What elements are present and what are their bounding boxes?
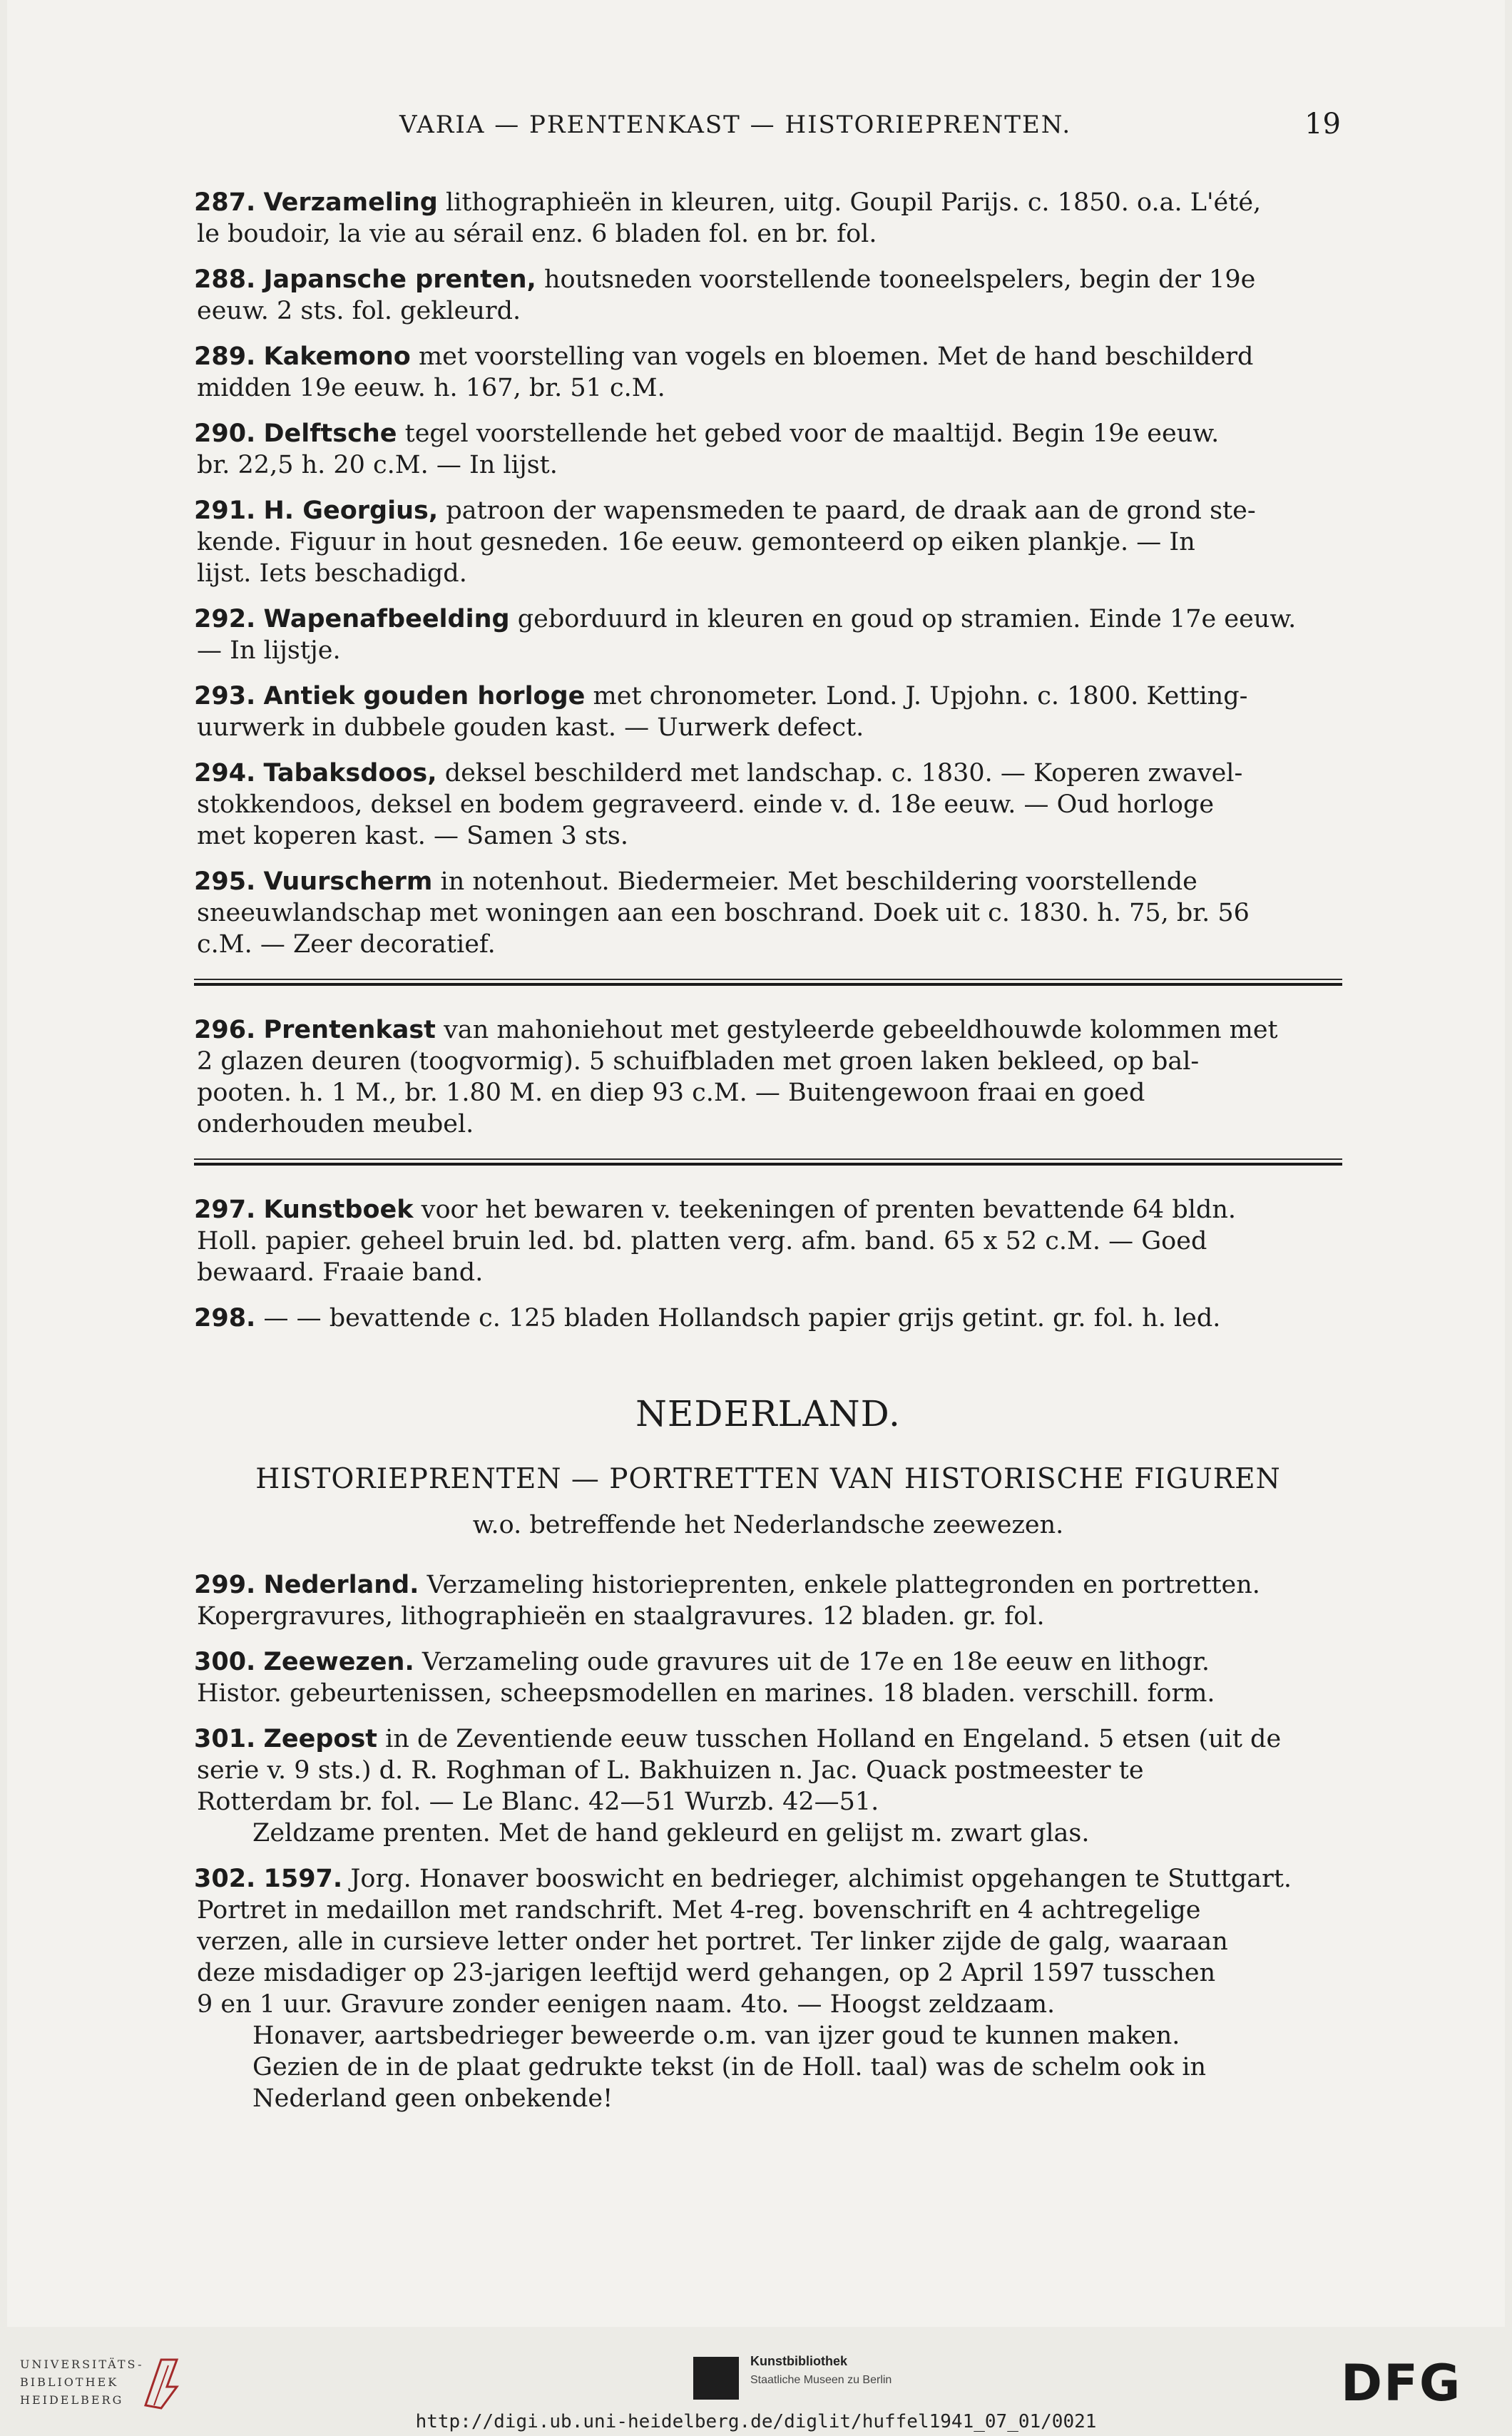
university-seal-icon <box>140 2355 183 2411</box>
university-library-name: UNIVERSITÄTS- BIBLIOTHEK HEIDELBERG <box>20 2358 144 2407</box>
catalog-entry <box>194 418 1342 481</box>
entry-number: 300. <box>194 1648 256 1676</box>
section-heading: NEDERLAND. <box>635 1393 901 1434</box>
entry-title: Nederland. <box>263 1571 419 1599</box>
entry-text: in de Zeventiende eeuw tusschen Holland en Engeland. 5 etsen (uit de <box>385 1725 1282 1753</box>
catalog-entry <box>194 264 1342 327</box>
catalog-entry <box>194 866 1342 960</box>
entry-text: van mahoniehout met gestyleerde gebeeldhouwde kolommen met <box>444 1016 1278 1044</box>
entry-title: Vuurscherm <box>263 867 433 896</box>
entry-text-line: — In lijstje. <box>197 636 341 665</box>
entry-text: — — bevattende c. 125 bladen Hollandsch papier grijs getint. gr. fol. h. led. <box>263 1304 1221 1332</box>
entry-number: 289. <box>194 342 256 371</box>
entry-text: tegel voorstellende het gebed voor de maaltijd. Begin 19e eeuw. <box>404 419 1220 448</box>
entry-title: Zeepost <box>263 1725 378 1753</box>
catalog-entry <box>194 603 1342 666</box>
catalog-page <box>7 0 1505 2327</box>
entry-number: 295. <box>194 867 256 896</box>
entry-text: lithographieën in kleuren, uitg. Goupil Parijs. c. 1850. o.a. L'été, <box>445 188 1262 217</box>
entry-title: Kakemono <box>263 342 411 371</box>
catalog-entry <box>194 1194 1342 1288</box>
catalog-entry <box>194 758 1342 852</box>
dfg-logo[interactable]: DFG <box>1341 2354 1462 2412</box>
entry-number: 302. <box>194 1865 256 1893</box>
entry-text-line: midden 19e eeuw. h. 167, br. 51 c.M. <box>197 374 665 402</box>
entry-text-line: uurwerk in dubbele gouden kast. — Uurwerk defect. <box>197 713 864 742</box>
entry-text-line: lijst. Iets beschadigd. <box>197 559 467 588</box>
kunstbibliothek-icon <box>693 2357 739 2400</box>
entry-title: Wapenafbeelding <box>263 605 510 633</box>
entry-text: voor het bewaren v. teekeningen of prenten bevattende 64 bldn. <box>421 1196 1236 1224</box>
entry-text-line: stokkendoos, deksel en bodem gegraveerd. einde v. d. 18e eeuw. — Oud horloge <box>197 790 1215 819</box>
entry-group-kunstboek <box>194 1194 1342 1334</box>
entry-text-line: kende. Figuur in hout gesneden. 16e eeuw. gemonteerd op eiken plankje. — In <box>197 528 1195 556</box>
catalog-entry <box>194 1014 1342 1140</box>
entry-number: 298. <box>194 1304 256 1332</box>
entry-text-line: sneeuwlandschap met woningen aan een boschrand. Doek uit c. 1830. h. 75, br. 56 <box>197 899 1250 927</box>
entry-text-line: serie v. 9 sts.) d. R. Roghman of L. Bakhuizen n. Jac. Quack postmeester te <box>197 1756 1144 1785</box>
catalog-entry <box>194 341 1342 404</box>
catalog-entry <box>194 1303 1342 1334</box>
entry-text-line: pooten. h. 1 M., br. 1.80 M. en diep 93 c.M. — Buitengewoon fraai en goed <box>197 1079 1145 1107</box>
entry-text-line: deze misdadiger op 23-jarigen leeftijd werd gehangen, op 2 April 1597 tusschen <box>197 1959 1216 1987</box>
entry-text-line: onderhouden meubel. <box>197 1110 474 1138</box>
entry-text-line: Rotterdam br. fol. — Le Blanc. 42—51 Wurzb. 42—51. <box>197 1788 879 1816</box>
catalog-entry <box>194 681 1342 743</box>
entry-text: in notenhout. Biedermeier. Met beschildering voorstellende <box>440 867 1197 896</box>
entry-group-varia <box>194 187 1342 960</box>
entry-note-line: Gezien de in de plaat gedrukte tekst (in de Holl. taal) was de schelm ook in <box>252 2053 1207 2081</box>
double-rule-divider <box>194 1158 1342 1170</box>
catalog-entry <box>194 1723 1342 1849</box>
document-url[interactable]: http://digi.ub.uni-heidelberg.de/diglit/huffel1941_07_01/0021 <box>415 2411 1097 2432</box>
entry-number: 288. <box>194 265 256 294</box>
section-note: w.o. betreffende het Nederlandsche zeewezen. <box>472 1511 1064 1539</box>
entry-text-line: br. 22,5 h. 20 c.M. — In lijst. <box>197 451 558 479</box>
catalog-entry <box>194 1646 1342 1709</box>
entry-title: Kunstboek <box>263 1196 414 1224</box>
page-content <box>194 187 1342 2129</box>
entry-text: met voorstelling van vogels en bloemen. Met de hand beschilderd <box>418 342 1254 371</box>
entry-group-prentenkast <box>194 1014 1342 1140</box>
kunstbibliothek-subtitle: Staatliche Museen zu Berlin <box>750 2374 892 2386</box>
catalog-entry <box>194 495 1342 589</box>
entry-text: Verzameling historieprenten, enkele plattegronden en portretten. <box>426 1571 1260 1599</box>
entry-text: met chronometer. Lond. J. Upjohn. c. 1800. Ketting- <box>593 682 1248 710</box>
entry-text-line: Portret in medaillon met randschrift. Met 4-reg. bovenschrift en 4 achtregelige <box>197 1896 1201 1925</box>
catalog-entry <box>194 187 1342 250</box>
entry-text-line: Histor. gebeurtenissen, scheepsmodellen en marines. 18 bladen. verschill. form. <box>197 1679 1215 1708</box>
entry-text-line: c.M. — Zeer decoratief. <box>197 930 496 959</box>
entry-text-line: 9 en 1 uur. Gravure zonder eenigen naam. 4to. — Hoogst zeldzaam. <box>197 1990 1056 2019</box>
page-number: 19 <box>1304 108 1341 141</box>
kunstbibliothek-name: Kunstbibliothek <box>750 2354 847 2368</box>
catalog-entry <box>194 1863 1342 2114</box>
entry-number: 294. <box>194 759 256 788</box>
viewer-footer <box>0 2327 1512 2436</box>
entry-text-line: Kopergravures, lithographieën en staalgravures. 12 bladen. gr. fol. <box>197 1602 1045 1631</box>
entry-text: houtsneden voorstellende tooneelspelers, begin der 19e <box>543 265 1256 294</box>
entry-number: 301. <box>194 1725 256 1753</box>
entry-text-line: bewaard. Fraaie band. <box>197 1258 484 1287</box>
entry-text-line: verzen, alle in cursieve letter onder het portret. Ter linker zijde de galg, waaraan <box>197 1927 1228 1956</box>
university-library-logo[interactable] <box>20 2355 184 2415</box>
entry-group-nederland <box>194 1569 1342 2114</box>
entry-text-line: 2 glazen deuren (toogvormig). 5 schuifbladen met groen laken bekleed, op bal- <box>197 1047 1200 1076</box>
entry-number: 287. <box>194 188 256 217</box>
section-subheading: HISTORIEPRENTEN — PORTRETTEN VAN HISTORISCHE FIGUREN <box>255 1463 1281 1495</box>
entry-title: Zeewezen. <box>263 1648 414 1676</box>
entry-text-line: Holl. papier. geheel bruin led. bd. platten verg. afm. band. 65 x 52 c.M. — Goed <box>197 1227 1207 1255</box>
entry-title: Prentenkast <box>263 1016 436 1044</box>
page-header <box>193 96 1341 146</box>
kunstbibliothek-logo[interactable] <box>693 2348 950 2405</box>
entry-title: H. Georgius, <box>263 496 439 525</box>
entry-text: Verzameling oude gravures uit de 17e en 18e eeuw en lithogr. <box>422 1648 1210 1676</box>
entry-number: 291. <box>194 496 256 525</box>
entry-number: 299. <box>194 1571 256 1599</box>
entry-text: geborduurd in kleuren en goud op stramien. Einde 17e eeuw. <box>517 605 1297 633</box>
entry-number: 292. <box>194 605 256 633</box>
entry-text: patroon der wapensmeden te paard, de draak aan de grond ste- <box>446 496 1256 525</box>
entry-text: Jorg. Honaver booswicht en bedrieger, alchimist opgehangen te Stuttgart. <box>350 1865 1292 1893</box>
double-rule-divider <box>194 979 1342 990</box>
running-title: VARIA — PRENTENKAST — HISTORIEPRENTEN. <box>399 111 1072 139</box>
catalog-entry <box>194 1569 1342 1632</box>
entry-text-line: eeuw. 2 sts. fol. gekleurd. <box>197 297 521 325</box>
entry-note-line: Zeldzame prenten. Met de hand gekleurd en gelijst m. zwart glas. <box>252 1819 1090 1848</box>
entry-number: 293. <box>194 682 256 710</box>
entry-title: Verzameling <box>263 188 438 217</box>
entry-number: 297. <box>194 1196 256 1224</box>
entry-note-line: Nederland geen onbekende! <box>252 2084 613 2113</box>
entry-title: Antiek gouden horloge <box>263 682 586 710</box>
entry-text: deksel beschilderd met landschap. c. 1830. — Koperen zwavel- <box>444 759 1243 788</box>
entry-title: Japansche prenten, <box>263 265 536 294</box>
entry-text-line: le boudoir, la vie au sérail enz. 6 bladen fol. en br. fol. <box>197 220 877 248</box>
entry-title: 1597. <box>263 1865 343 1893</box>
entry-number: 290. <box>194 419 256 448</box>
entry-title: Delftsche <box>263 419 397 448</box>
entry-title: Tabaksdoos, <box>263 759 437 788</box>
entry-number: 296. <box>194 1016 256 1044</box>
entry-text-line: met koperen kast. — Samen 3 sts. <box>197 822 628 850</box>
entry-note-line: Honaver, aartsbedrieger beweerde o.m. van ijzer goud te kunnen maken. <box>252 2022 1180 2050</box>
